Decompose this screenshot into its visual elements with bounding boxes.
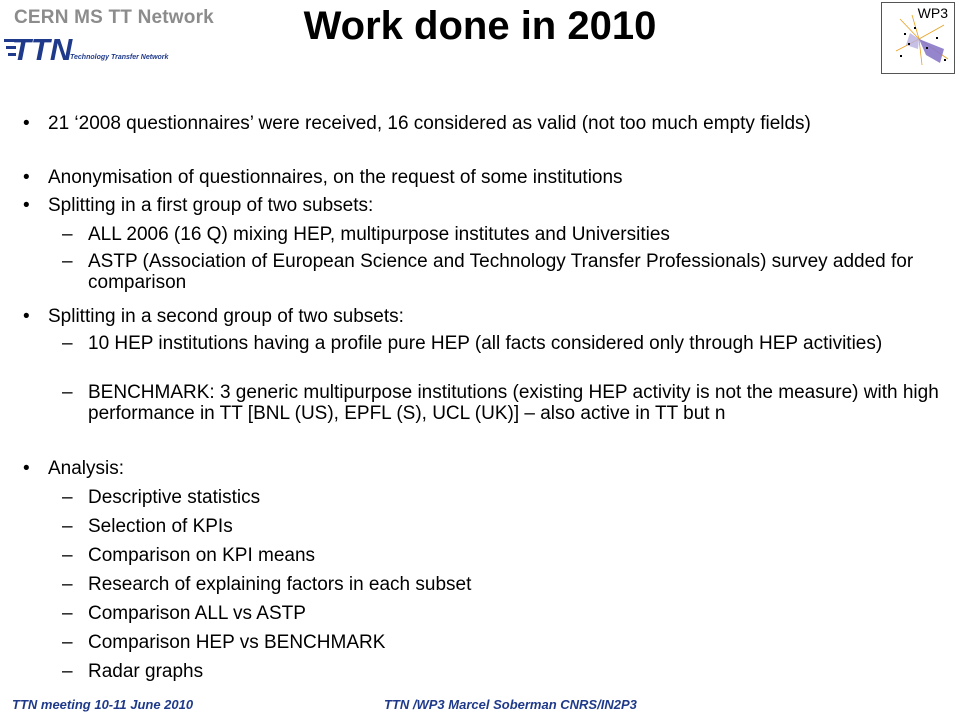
logo-subtitle: Technology Transfer Network xyxy=(70,54,169,61)
bullet-marker: • xyxy=(23,458,30,479)
list-item-text: Comparison ALL vs ASTP xyxy=(88,603,306,624)
wp-badge-label: WP3 xyxy=(917,5,948,21)
dash-marker: – xyxy=(62,224,73,245)
dash-marker: – xyxy=(62,251,73,272)
list-item-text: ALL 2006 (16 Q) mixing HEP, multipurpose institutes and Universities xyxy=(88,224,670,245)
bullet-marker: • xyxy=(23,167,30,188)
dash-marker: – xyxy=(62,545,73,566)
bullet-marker: • xyxy=(23,113,30,134)
list-item-text: Radar graphs xyxy=(88,661,204,682)
footer-meeting: TTN meeting 10-11 June 2010 xyxy=(12,697,194,712)
list-item-text: 10 HEP institutions having a profile pure HEP (all facts considered only through HEP activities) xyxy=(88,333,883,354)
list-item-text: BENCHMARK: 3 generic multipurpose institutions (existing HEP activity is not the measure) with high performance in TT [BNL (US), EPFL (S), UCL (UK)] – also active in TT but n xyxy=(88,382,939,424)
list-item-text: Anonymisation of questionnaires, on the request of some institutions xyxy=(48,167,623,188)
dash-marker: – xyxy=(62,661,73,682)
wp-badge-box xyxy=(881,2,955,74)
list-item-text: Splitting in a first group of two subsets: xyxy=(48,195,374,216)
list-item-text: ASTP (Association of European Science and Technology Transfer Professionals) survey added for comparison xyxy=(88,251,914,293)
dash-marker: – xyxy=(62,382,73,403)
footer-author: TTN /WP3 Marcel Soberman CNRS/IN2P3 xyxy=(384,697,637,712)
list-item-text: 21 ‘2008 questionnaires’ were received, 16 considered as valid (not too much empty fields) xyxy=(48,113,811,134)
slide-title: Work done in 2010 xyxy=(303,4,657,48)
list-item-text: Analysis: xyxy=(48,458,125,479)
dash-marker: – xyxy=(62,333,73,354)
bullet-marker: • xyxy=(23,306,30,327)
list-item-text: Comparison HEP vs BENCHMARK xyxy=(88,632,386,653)
list-item-text: Research of explaining factors in each subset xyxy=(88,574,472,595)
organization-name: CERN MS TT Network xyxy=(14,7,214,28)
list-item-text: Splitting in a second group of two subsets: xyxy=(48,306,404,327)
list-item-text: Descriptive statistics xyxy=(88,487,261,508)
list-item-text: Comparison on KPI means xyxy=(88,545,316,566)
dash-marker: – xyxy=(62,487,73,508)
logo-wordmark: TTN xyxy=(12,33,73,67)
dash-marker: – xyxy=(62,516,73,537)
dash-marker: – xyxy=(62,603,73,624)
bullet-marker: • xyxy=(23,195,30,216)
list-item-text: Selection of KPIs xyxy=(88,516,233,537)
dash-marker: – xyxy=(62,632,73,653)
dash-marker: – xyxy=(62,574,73,595)
